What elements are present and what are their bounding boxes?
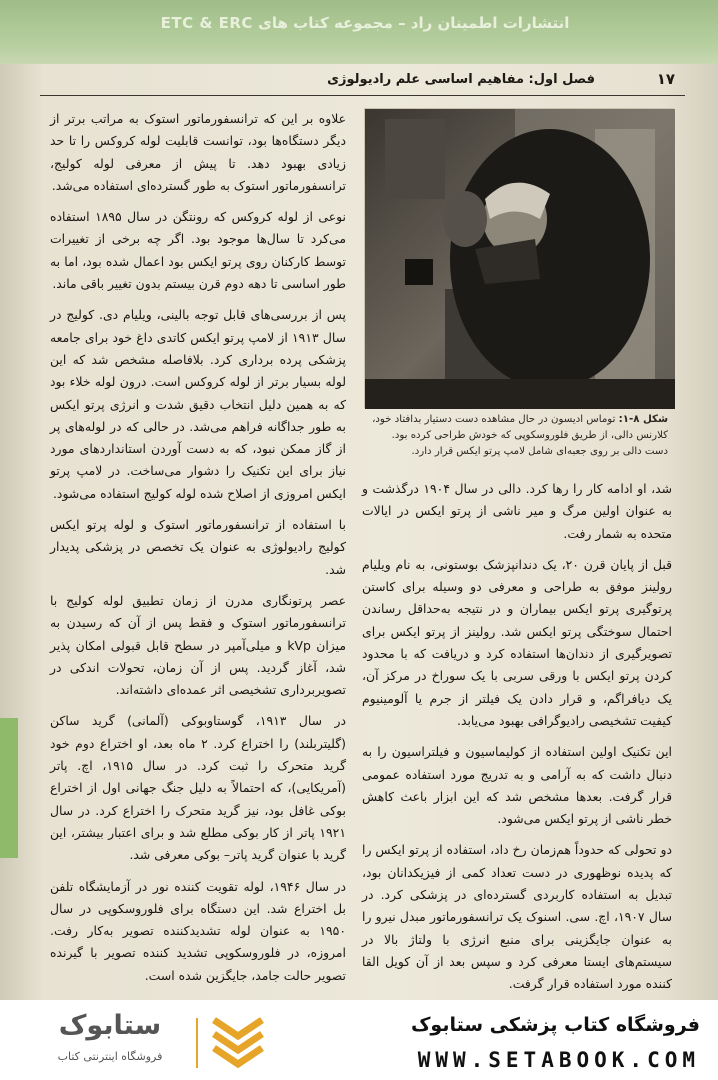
chapter-title: فصل اول: مفاهیم اساسی علم رادیولوژی <box>327 72 595 87</box>
page-number: ۱۷ <box>656 70 675 88</box>
figure-photo <box>364 108 674 408</box>
paragraph: علاوه بر این که ترانسفورماتور استوک به مراتب برتر از دیگر دستگاه‌ها بود، توانست قابلیت لوله کروکس را تا حد زیادی بهبود دهد. تا پیش از معرفی لوله کولیج، ترانسفورماتور استوک به طور گسترده‌ای استفاده می‌شد. <box>50 111 346 193</box>
right-column <box>362 478 672 1000</box>
series-title: انتشارات اطمینان راد – مجموعه کتاب های ETC & ERC <box>160 14 570 32</box>
left-column <box>50 108 346 1000</box>
figure-caption <box>364 408 674 472</box>
chevron-stack-icon <box>206 1014 270 1070</box>
paragraph: نوعی از لوله کروکس که رونتگن در سال ۱۸۹۵ استفاده می‌کرد تا سال‌ها موجود بود. اگر چه برخی از تغییرات توسط کارکنان روی پرتو ایکس بود اعمال شده بود، اما به طور اساسی تا دهه دوم قرن بیستم بدون تغییر باقی ماند. <box>50 209 346 292</box>
footer-banner <box>0 1000 718 1080</box>
store-url[interactable]: WWW.SETABOOK.COM <box>417 1048 700 1072</box>
paragraph: پس از بررسی‌های قابل توجه بالینی، ویلیام دی. کولیج در سال ۱۹۱۳ از لامپ پرتو ایکس کاتدی داغ خود برای جامعه پزشکی پرده برداری کرد. بلافاصله مشخص شد که این لوله بسیار برتر از لوله کروکس است. درون لوله خلاء بود که به همین دلیل انتخاب دقیق شدت و انرژی پرتو ایکس به طور جداگانه فراهم می‌شد. در حالی که در لوله‌های پر از گاز ممکن نبود، که به دست آوردن استانداردهای مورد نیاز برای این تکنیک را دشوار می‌ساخت. در لامپ پرتو ایکس امروزی از اصلاح شده لوله کولیج استفاده می‌شود. <box>50 307 346 501</box>
paragraph: شد، او ادامه کار را رها کرد. دالی در سال ۱۹۰۴ درگذشت و به عنوان اولین مرگ و میر ناشی از پرتو ایکس در ایالات متحده به شمار رفت. <box>362 481 672 541</box>
figure-caption-text: توماس ادیسون در حال مشاهده دست دستیار بدافتاد خود، کلارنس دالی، از طریق فلوروسکوپی که خودش طراحی کرده بود. دست دالی بر روی جعبه‌ای شامل لامپ پرتو ایکس قرار دارد. <box>372 414 668 457</box>
header-band <box>0 0 718 64</box>
paragraph: عصر پرتونگاری مدرن از زمان تطبیق لوله کولیج با ترانسفورماتور استوک و فقط پس از آن که رسیدن به میزان kVp و میلی‌آمپر در سطح قابل قبولی امکان پذیر شد، آغاز گردید. پس از آن زمان، تحولات اندکی در تصویربرداری تشخیصی اثر عمده‌ای داشته‌اند. <box>50 592 347 698</box>
store-name: فروشگاه کتاب پزشکی ستابوک <box>410 1014 700 1036</box>
paragraph: دو تحولی که حدوداً هم‌زمان رخ داد، استفاده از پرتو ایکس را که پدیده نوظهوری در دست تعداد کمی از فیزیکدانان بود، تبدیل به استفاده کاربردی گسترده‌ای در پزشکی کرد. در سال ۱۹۰۷، اچ. سی. اسنوک یک ترانسفورماتور مبدل نیرو را به عنوان جایگزینی برای منبع انرژی با ولتاژ بالا در سیستم‌های ایستا معرفی کرد و سپس بعد از آن کویل القا کننده مورد استفاده قرار گرفت. <box>362 842 672 992</box>
paragraph: با استفاده از ترانسفورماتور استوک و لوله پرتو ایکس کولیج رادیولوژی به عنوان یک تخصص در پزشکی پدیدار شد. <box>50 517 346 577</box>
paragraph: در سال ۱۹۱۳، گوستاوبوکی (آلمانی) گرید ساکن (گلیتربلند) را اختراع کرد. ۲ ماه بعد، او اختراع دوم خود گرید متحرک را ثبت کرد. در سال ۱۹۱۵، اچ. پاتر (آمریکایی)، که احتمالاً به دلیل جنگ جهانی اول از اختراع بوکی غافل بود، نیز گرید متحرک را اختراع کرد. در سال ۱۹۲۱ پاتر از کار بوکی مطلع شد و برای اعتبار بیشتر، این گرید با عنوان گرید پاتر– بوکی معرفی شد. <box>50 713 347 863</box>
paragraph: قبل از پایان قرن ۲۰، یک دندانپزشک بوستونی، به نام ویلیام رولینز موفق به طراحی و معرفی دو وسیله برای کاستن پرتوگیری پرتو ایکس بیماران و در نتیجه به‌حداقل رساندن احتمال سوختگی پرتو ایکس شد. رولینز از پرتو ایکس برای تصویرگیری از دندان‌ها استفاده کرد و دریافت که با محدود کردن پرتو ایکس با ورقی سربی با یک سوراخ در مرکز آن، یک دیافراگم، و قرار دادن یک فیلتر از جرم یا آلومینیوم کیفیت تشخیصی رادیوگرافی بهبود می‌یابد. <box>362 556 672 728</box>
side-tab <box>0 718 18 858</box>
paragraph: در سال ۱۹۴۶، لوله تقویت کننده نور در آزمایشگاه تلفن بل اختراع شد. این دستگاه برای فلوروسکوپی در سال ۱۹۵۰ به عنوان لوله تشدیدکننده تصویر به‌کار رفت. امروزه، در فلوروسکوپی تشدید کننده تصویر با گیرنده تصویر حالت جامد، جایگزین شده است. <box>50 878 346 983</box>
paragraph: این تکنیک اولین استفاده از کولیماسیون و فیلتراسیون را به دنبال داشت که به آرامی و به تدریج مورد استفاده عمومی قرار گرفت. بعدها مشخص شد که این ابزار باعث کاهش خطر ناشی از پرتو ایکس می‌شود. <box>362 744 672 827</box>
store-logo[interactable] <box>30 1010 280 1072</box>
edison-photo <box>365 109 675 409</box>
figure-label: شکل ۸-۱: <box>618 414 668 425</box>
running-head <box>40 68 685 96</box>
logo-subtitle: فروشگاه اینترنتی کتاب <box>57 1050 163 1063</box>
logo-divider <box>196 1018 198 1068</box>
logo-text: ستابوک <box>58 1010 162 1041</box>
